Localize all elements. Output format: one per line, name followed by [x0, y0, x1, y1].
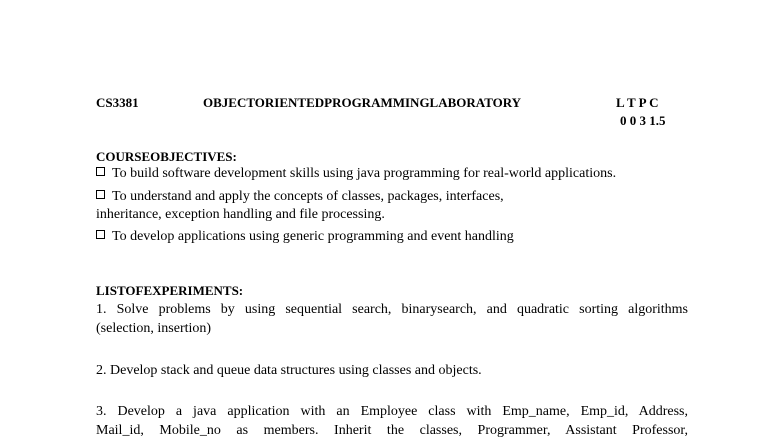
ltpc-values: 0 0 3 1.5	[620, 113, 666, 128]
objectives-heading: COURSEOBJECTIVES:	[96, 149, 237, 164]
objective-text: To build software development skills using java programming for real-world applications.	[112, 166, 617, 181]
ltpc-label: L T P C	[616, 95, 659, 110]
experiment-1	[96, 300, 688, 338]
objective-item	[96, 189, 504, 205]
objective-item	[96, 229, 514, 245]
experiment-1-line-1: 1. Solve problems by using sequential search, binarysearch, and quadratic sorting algorithms	[96, 302, 688, 317]
course-title: OBJECTORIENTEDPROGRAMMINGLABORATORY	[203, 95, 522, 110]
experiments-heading: LISTOFEXPERIMENTS:	[96, 283, 244, 298]
experiment-3	[96, 402, 688, 440]
course-code: CS3381	[96, 95, 139, 110]
experiment-1-line-2: (selection, insertion)	[96, 321, 212, 336]
objective-item	[96, 166, 616, 182]
objective-text: To develop applications using generic programming and event handling	[112, 229, 514, 244]
experiment-3-line-1: 3. Develop a java application with an Employee class with Emp_name, Emp_id, Address,	[96, 404, 688, 419]
experiment-3-line-2: Mail_id, Mobile_no as members. Inherit the classes, Programmer, Assistant Professor,	[96, 423, 688, 438]
experiment-2: 2. Develop stack and queue data structures using classes and objects.	[96, 363, 482, 378]
bullet-square-icon	[96, 230, 105, 239]
bullet-square-icon	[96, 167, 105, 176]
objective-continuation: inheritance, exception handling and file processing.	[96, 207, 385, 222]
bullet-square-icon	[96, 190, 105, 199]
objective-text: To understand and apply the concepts of classes, packages, interfaces,	[112, 189, 504, 204]
